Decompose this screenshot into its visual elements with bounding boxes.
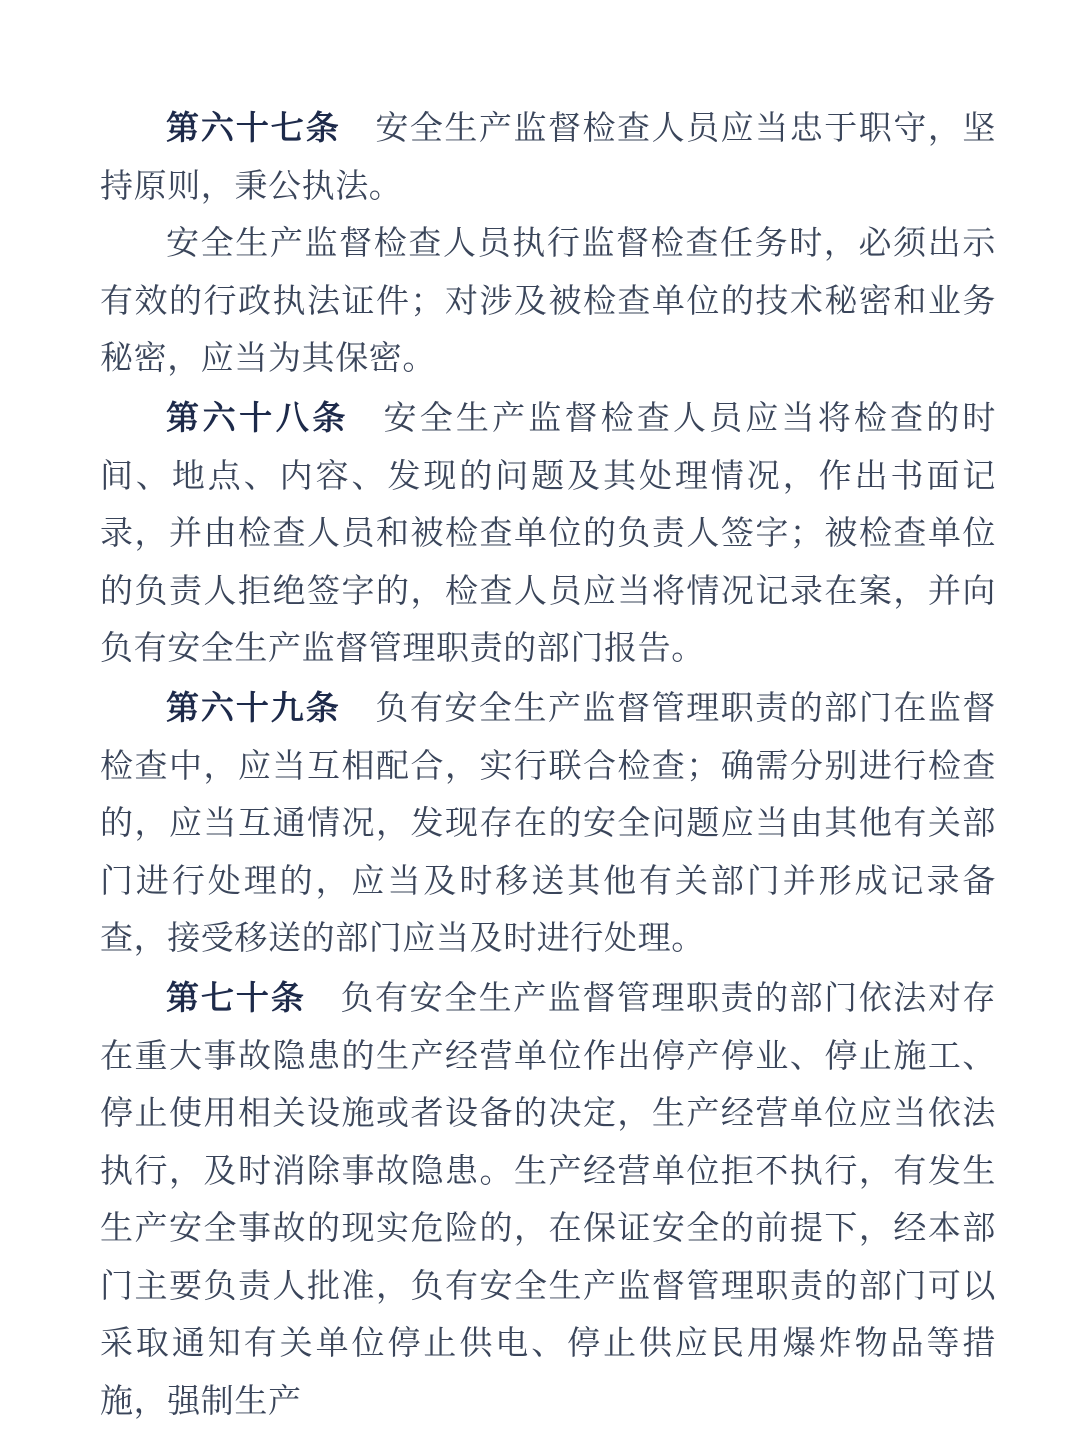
article-67-number: 第六十七条	[166, 109, 341, 146]
article-68-text-1: 安全生产监督检查人员应当将检查的时间、地点、内容、发现的问题及其处理情况，作出书面记录，并由检查人员和被检查单位的负责人签字；被检查单位的负责人拒绝签字的，检查人员应当将情况记录在案，并向负有安全生产监督管理职责的部门报告。	[100, 400, 997, 668]
article-67-text-1: 安全生产监督检查人员应当忠于职守，坚持原则，秉公执法。	[100, 111, 996, 205]
article-67-paragraph-2	[100, 216, 996, 389]
article-70-text-1: 负有安全生产监督管理职责的部门依法对存在重大事故隐患的生产经营单位作出停产停业、停止施工、停止使用相关设施或者设备的决定，生产经营单位应当依法执行，及时消除事故隐患。生产经营单位拒不执行，有发生生产安全事故的现实危险的，在保证安全的前提下，经本部门主要负责人批准，负有安全生产监督管理职责的部门可以采取通知有关单位停止供电、停止供应民用爆炸物品等措施，强制生产	[100, 980, 996, 1421]
article-70-number: 第七十条	[166, 978, 306, 1016]
article-69-text-1: 负有安全生产监督管理职责的部门在监督检查中，应当互相配合，实行联合检查；确需分别进行检查的，应当互通情况，发现存在的安全问题应当由其他有关部门进行处理的，应当及时移送其他有关部门并形成记录备查，接受移送的部门应当及时进行处理。	[100, 690, 996, 958]
article-68-number: 第六十八条	[166, 398, 349, 436]
article-67-text-2: 安全生产监督检查人员执行监督检查任务时，必须出示有效的行政执法证件；对涉及被检查单位的技术秘密和业务秘密，应当为其保密。	[100, 226, 996, 378]
article-70-paragraph-1	[100, 969, 996, 1432]
article-69-number: 第六十九条	[166, 688, 341, 726]
article-69-paragraph-1	[100, 679, 996, 969]
article-68-paragraph-1	[100, 389, 996, 679]
article-67-paragraph-1	[100, 99, 996, 216]
